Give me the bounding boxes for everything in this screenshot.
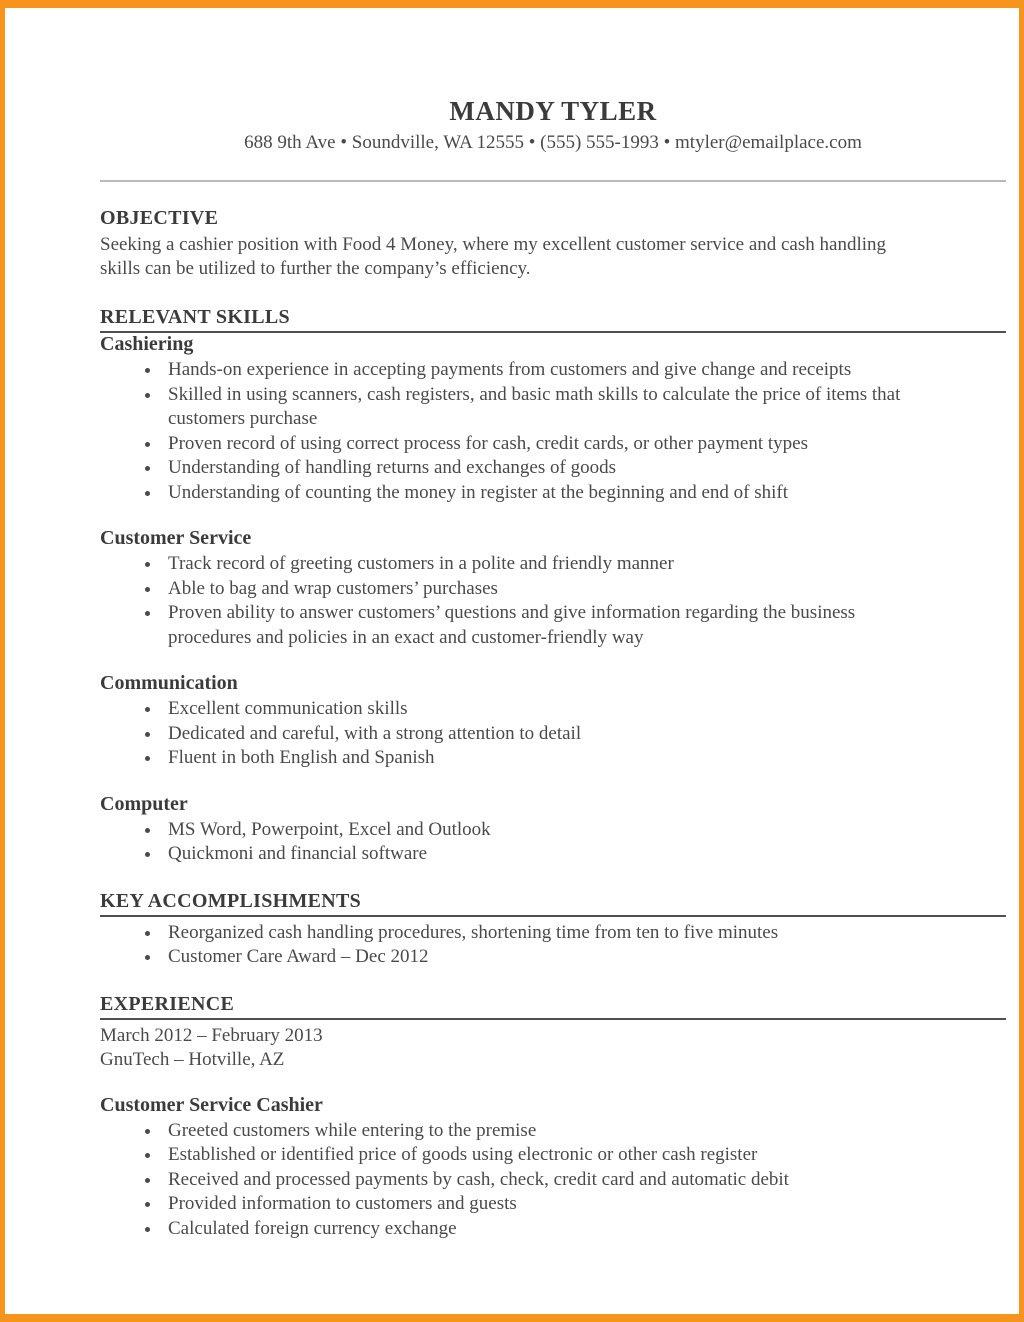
bullet-item: • Track record of greeting customers in a polite and friendly manner — [162, 552, 937, 577]
role-title: Customer Service Cashier — [100, 1093, 323, 1116]
bullet-item: • Fluent in both English and Spanish — [162, 746, 937, 771]
skill-group-customer-service — [100, 527, 1006, 650]
objective-text: Seeking a cashier position with Food 4 Money, where my excellent customer service and cash handling skills can be utilized to further the company’s efficiency. — [100, 234, 887, 279]
skill-group-title: Customer Service — [100, 527, 252, 549]
bullet-item: • Calculated foreign currency exchange — [162, 1217, 937, 1242]
skill-group-communication — [100, 672, 1006, 771]
bullet-item: • Able to bag and wrap customers’ purchases — [162, 577, 937, 602]
bullet-item: • Customer Care Award – Dec 2012 — [162, 945, 937, 970]
bullet-item: • Reorganized cash handling procedures, shortening time from ten to five minutes — [162, 921, 937, 946]
experience-dates: March 2012 – February 2013 — [100, 1024, 323, 1046]
objective-heading: OBJECTIVE — [100, 207, 219, 229]
candidate-name: MANDY TYLER — [449, 96, 657, 126]
section-key-accomplishments — [100, 890, 1006, 970]
bullet-item: • Quickmoni and financial software — [162, 842, 937, 867]
bullet-list — [100, 818, 1006, 867]
bullet-item: • Excellent communication skills — [162, 697, 937, 722]
bullet-item: • Understanding of counting the money in register at the beginning and end of shift — [162, 481, 937, 506]
bullet-item: • Dedicated and careful, with a strong attention to detail — [162, 722, 937, 747]
skill-group-title: Cashiering — [100, 333, 194, 355]
contact-line: 688 9th Ave • Soundville, WA 12555 • (555) 555-1993 • mtyler@emailplace.com — [244, 132, 862, 153]
bullet-item: • Established or identified price of goods using electronic or other cash register — [162, 1143, 937, 1168]
bullet-list — [100, 697, 1006, 771]
bullet-list — [100, 552, 1006, 650]
experience-heading: EXPERIENCE — [100, 993, 1006, 1020]
bullet-item: • Greeted customers while entering to the premise — [162, 1119, 937, 1144]
bullet-item: • Hands-on experience in accepting payments from customers and give change and receipts — [162, 358, 937, 383]
relevant-skills-heading: RELEVANT SKILLS — [100, 306, 1006, 333]
bullet-item: • Received and processed payments by cash, check, credit card and automatic debit — [162, 1168, 937, 1193]
skill-group-cashiering — [100, 333, 1006, 505]
bullet-item: • MS Word, Powerpoint, Excel and Outlook — [162, 818, 937, 843]
experience-role — [100, 1094, 1006, 1242]
bullet-item: • Proven ability to answer customers’ questions and give information regarding the business procedures and policies in an exact and customer-friendly way — [162, 601, 937, 650]
section-objective — [100, 207, 1006, 281]
key-accomplishments-heading: KEY ACCOMPLISHMENTS — [100, 890, 1006, 917]
bullet-item: • Provided information to customers and guests — [162, 1192, 937, 1217]
skill-group-title: Computer — [100, 792, 188, 815]
bullet-item: • Proven record of using correct process for cash, credit cards, or other payment types — [162, 432, 937, 457]
section-experience — [100, 993, 1006, 1242]
bullet-item: • Skilled in using scanners, cash registers, and basic math skills to calculate the price of items that customers purchase — [162, 383, 937, 432]
skill-group-title: Communication — [100, 672, 238, 694]
resume-header — [100, 8, 1006, 154]
header-divider — [100, 180, 1006, 182]
bullet-item: • Understanding of handling returns and exchanges of goods — [162, 456, 937, 481]
skill-group-computer — [100, 793, 1006, 867]
bullet-list — [100, 921, 1006, 970]
bullet-list — [100, 358, 1006, 505]
resume-content — [100, 8, 1006, 1241]
experience-company: GnuTech – Hotville, AZ — [100, 1048, 285, 1070]
section-relevant-skills — [100, 306, 1006, 867]
bullet-list — [100, 1119, 1006, 1242]
